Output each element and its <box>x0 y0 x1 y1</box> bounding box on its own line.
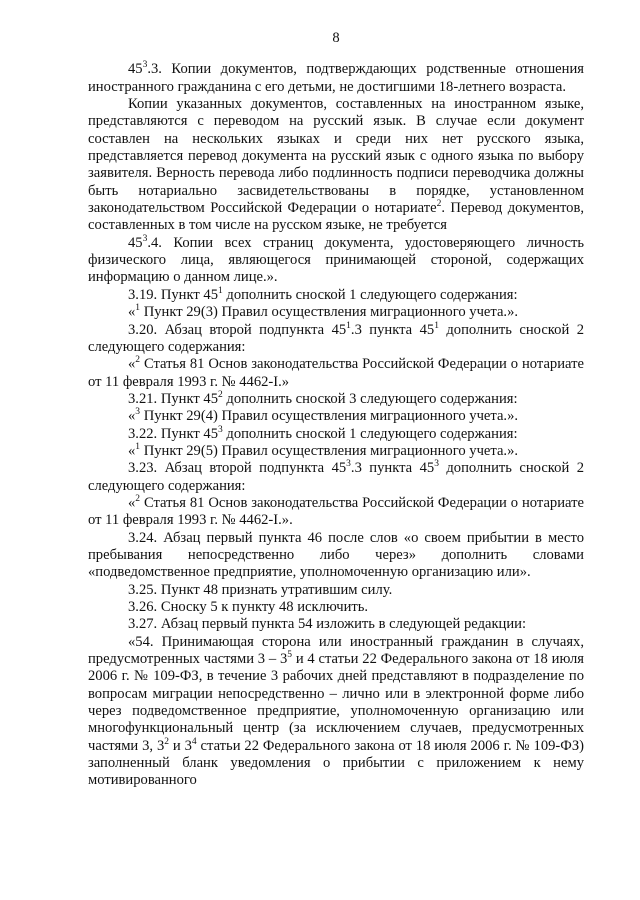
paragraph-text: 3.25. Пункт 48 признать утратившим силу. <box>128 581 393 598</box>
paragraph-text: 3.20. Абзац второй подпункта 45 <box>128 321 347 338</box>
paragraph-text: Статья 81 Основ законодательства Российской Федерации о нотариате от 11 февраля 1993 г. № 4462-I.». <box>88 494 584 529</box>
superscript: 3 <box>142 60 148 71</box>
paragraph <box>88 356 584 391</box>
paragraph <box>88 408 584 425</box>
paragraph-text: 3.24. Абзац первый пункта 46 после слов «о своем прибытии в место пребывания непосредственно либо через» дополнить словами «подведомственное предприятие, уполномоченную организацию или». <box>88 529 584 581</box>
superscript: 2 <box>164 736 170 747</box>
superscript: 2 <box>135 355 141 366</box>
paragraph-text: дополнить сноской 2 следующего содержания: <box>88 460 584 494</box>
paragraph-text: Пункт 29(5) Правил осуществления миграционного учета.». <box>140 442 519 459</box>
paragraph <box>88 235 584 287</box>
paragraph-text: 45 <box>128 234 143 251</box>
paragraph-text: 3.27. Абзац первый пункта 54 изложить в следующей редакции: <box>128 616 527 633</box>
paragraph-text: 3.21. Пункт 45 <box>128 390 218 407</box>
paragraph <box>88 391 584 408</box>
superscript: 4 <box>191 736 197 747</box>
paragraph-text: .3 пункта 45 <box>350 321 435 338</box>
superscript: 2 <box>135 493 141 504</box>
paragraph-text: « <box>128 442 136 459</box>
paragraph-text: и 3 <box>169 737 192 754</box>
superscript: 1 <box>135 303 141 314</box>
superscript: 3 <box>434 459 439 470</box>
paragraph-text: « <box>128 304 136 321</box>
paragraph-text: 3.26. Сноску 5 к пункту 48 исключить. <box>128 599 369 615</box>
superscript: 1 <box>346 320 351 331</box>
paragraph-text: . Перевод документов, составленных в том числе на русском языке, не требуется <box>88 200 584 234</box>
paragraph-text: дополнить сноской 2 следующего содержания: <box>88 321 584 355</box>
superscript: 3 <box>346 459 351 470</box>
paragraph <box>88 304 584 321</box>
paragraph <box>88 322 584 357</box>
paragraph <box>88 287 584 304</box>
paragraph-text: Копии указанных документов, составленных на иностранном языке, представляются с переводом на русский язык. В случае если документ составлен на нескольких языках и среди них нет русского языка, представляется перевод документа на русский язык с одного языка по выбору заявителя. Верность перевода либо подлинность подписи переводчика должны быть нотариально засвидетельствованы в порядке, установленном законодательством Российской Федерации о нотариате <box>88 96 584 217</box>
paragraph <box>88 495 584 530</box>
paragraph-text: 3.19. Пункт 45 <box>128 286 218 303</box>
paragraph-text: 45 <box>128 61 143 78</box>
paragraph-text: дополнить сноской 1 следующего содержания: <box>222 286 518 303</box>
paragraph-text: статьи 22 Федерального закона от 18 июля 2006 г. № 109-ФЗ) заполненный бланк уведомления о прибытии с приложением к нему мотивированного <box>88 737 584 789</box>
paragraph-text: дополнить сноской 3 следующего содержания: <box>222 390 518 407</box>
paragraph <box>88 530 584 582</box>
superscript: 3 <box>218 424 223 435</box>
paragraph <box>88 460 584 495</box>
paragraph-text: « <box>128 494 136 511</box>
paragraph <box>88 616 584 633</box>
paragraph <box>88 426 584 443</box>
superscript: 1 <box>434 320 439 331</box>
paragraph-text: Пункт 29(4) Правил осуществления миграционного учета.». <box>140 408 519 425</box>
paragraph <box>88 634 584 790</box>
superscript: 2 <box>218 389 223 400</box>
superscript: 2 <box>436 199 442 210</box>
superscript: 1 <box>218 285 223 296</box>
superscript: 3 <box>142 233 148 244</box>
paragraph-text: « <box>128 356 136 373</box>
paragraph-text: Статья 81 Основ законодательства Российской Федерации о нотариате от 11 февраля 1993 г. № 4462-I.» <box>88 356 584 390</box>
paragraph-text: 3.22. Пункт 45 <box>128 425 218 442</box>
paragraph-text: Пункт 29(3) Правил осуществления миграционного учета.». <box>140 304 519 321</box>
superscript: 5 <box>287 650 293 661</box>
paragraph <box>88 599 584 616</box>
paragraph-text: .4. Копии всех страниц документа, удостоверяющего личность физического лица, являющегося принимающей стороной, содержащих информацию о данном лице.». <box>88 234 584 286</box>
document-body <box>88 61 584 789</box>
paragraph-text: « <box>128 408 136 425</box>
paragraph-text: 3.23. Абзац второй подпункта 45 <box>128 460 347 477</box>
paragraph-text: .3. Копии документов, подтверждающих родственные отношения иностранного гражданина с его детьми, не достигшими 18-летнего возраста. <box>88 61 584 95</box>
paragraph <box>88 96 584 235</box>
page-number: 8 <box>332 30 340 46</box>
paragraph-text: «54. Принимающая сторона или иностранный гражданин в случаях, предусмотренных частями 3 – 3 <box>88 633 584 668</box>
paragraph <box>88 582 584 599</box>
paragraph <box>88 61 584 96</box>
superscript: 1 <box>135 441 141 452</box>
superscript: 3 <box>135 407 141 418</box>
paragraph <box>88 443 584 460</box>
paragraph-text: дополнить сноской 1 следующего содержания: <box>222 425 518 442</box>
paragraph-text: и 4 статьи 22 Федерального закона от 18 июля 2006 г. № 109-ФЗ, в течение 3 рабочих дней представляют в подразделение по вопросам миграции непосредственно – лично или в электронной форме либо через подведомственное предприятие, уполномоченную организацию или многофункциональный центр (за исключением случаев, предусмотренных частями 3, 3 <box>88 651 584 754</box>
paragraph-text: .3 пункта 45 <box>350 460 435 477</box>
